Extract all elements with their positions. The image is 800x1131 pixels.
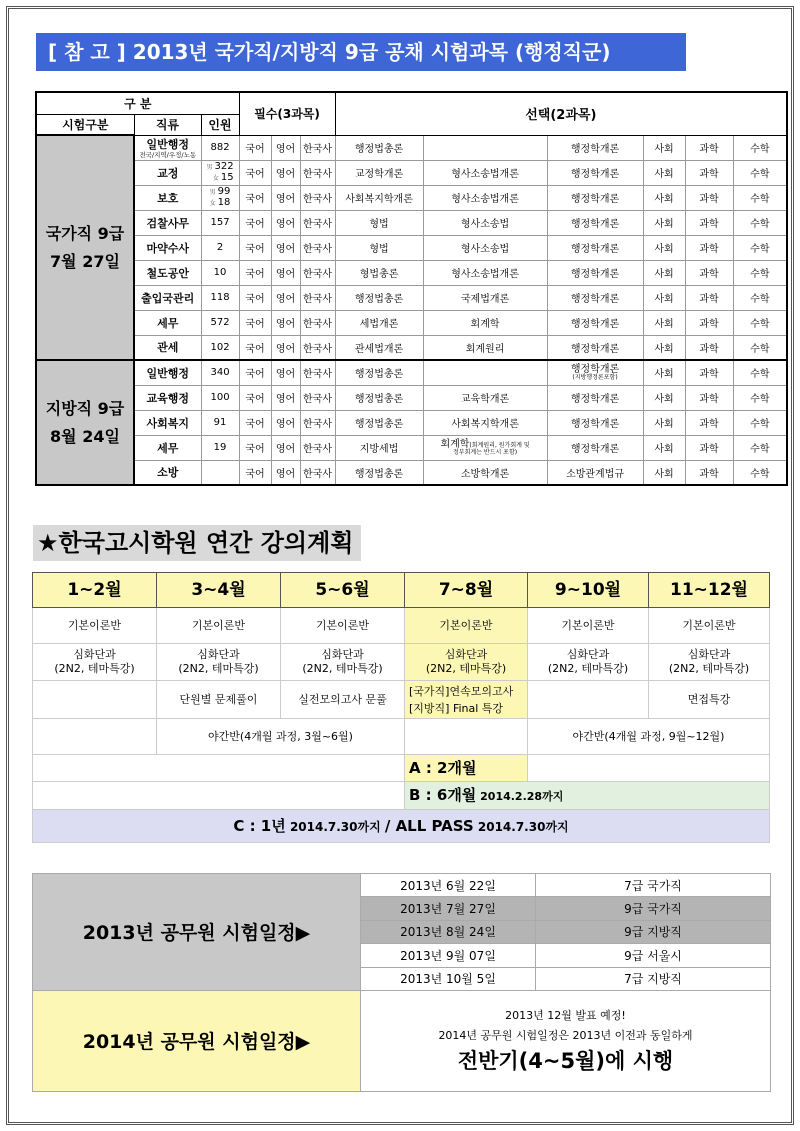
req-english: 영어 xyxy=(271,310,300,335)
elective-math: 수학 xyxy=(733,185,787,210)
elective-admin: 행정학개론 xyxy=(547,335,643,360)
table-row xyxy=(36,235,787,260)
course-basic: 기본이론반 xyxy=(281,608,405,644)
course-basic: 기본이론반 xyxy=(33,608,157,644)
course-deep xyxy=(528,644,649,681)
table-row xyxy=(36,385,787,410)
elective-science: 과학 xyxy=(685,260,733,285)
course-mock-exam: 실전모의고사 문풀 xyxy=(281,681,405,719)
req-korean: 국어 xyxy=(239,235,271,260)
elective-admin: 행정학개론 xyxy=(547,260,643,285)
req-english: 영어 xyxy=(271,410,300,435)
count-male: 99 xyxy=(217,185,231,197)
elective-admin-note: (지방행정론포함) xyxy=(572,373,618,381)
elective-admin: 행정학개론 xyxy=(547,310,643,335)
month-header: 5~6월 xyxy=(281,573,405,608)
count-cell: 572 xyxy=(201,310,239,335)
course-night-fall: 야간반(4개월 과정, 9월~12월) xyxy=(528,719,770,755)
elective-2: 형사소송법 xyxy=(423,210,547,235)
count-cell xyxy=(201,160,239,185)
elective-science: 과학 xyxy=(685,410,733,435)
count-cell: 157 xyxy=(201,210,239,235)
page-title: [ 참 고 ] 2013년 국가직/지방직 9급 공채 시험과목 (행정직군) xyxy=(36,33,686,71)
count-cell: 882 xyxy=(201,135,239,160)
elective-1: 세법개론 xyxy=(335,310,423,335)
elective-admin: 행정학개론 xyxy=(547,285,643,310)
schedule-exam: 7급 지방직 xyxy=(536,967,771,990)
elective-society: 사회 xyxy=(643,435,685,460)
plan-section-title: ★한국고시학원 연간 강의계획 xyxy=(33,525,361,561)
series-cell: 철도공안 xyxy=(134,260,201,285)
course-deep-label: 심화단과 xyxy=(566,648,610,661)
elective-science: 과학 xyxy=(685,185,733,210)
elective-math: 수학 xyxy=(733,360,787,385)
elective-1: 사회복지학개론 xyxy=(335,185,423,210)
empty-cell xyxy=(33,719,157,755)
elective-math: 수학 xyxy=(733,285,787,310)
elective-admin: 행정학개론 xyxy=(547,160,643,185)
course-deep-label: 심화단과 xyxy=(73,648,116,661)
package-c xyxy=(33,810,770,843)
female-label: 女 xyxy=(209,199,216,207)
req-history: 한국사 xyxy=(300,335,335,360)
req-korean: 국어 xyxy=(239,285,271,310)
table-row xyxy=(36,210,787,235)
course-national-mock: [국가직]연속모의고사 xyxy=(409,684,514,698)
empty-cell xyxy=(33,755,405,782)
elective-society: 사회 xyxy=(643,360,685,385)
elective-2: 소방학개론 xyxy=(423,460,547,485)
course-deep-label: 심화단과 xyxy=(687,648,731,661)
month-header: 9~10월 xyxy=(528,573,649,608)
series-cell: 교정 xyxy=(134,160,201,185)
req-english: 영어 xyxy=(271,260,300,285)
elective-math: 수학 xyxy=(733,335,787,360)
header-count: 인원 xyxy=(201,114,239,135)
req-korean: 국어 xyxy=(239,260,271,285)
elective-admin: 행정학개론 xyxy=(547,385,643,410)
package-c-until2: 2014.7.30까지 xyxy=(477,819,569,834)
table-row xyxy=(36,335,787,360)
elective-1: 행정법총론 xyxy=(335,360,423,385)
table-row xyxy=(36,135,787,160)
elective-2: 형사소송법개론 xyxy=(423,260,547,285)
count-male: 322 xyxy=(214,160,234,172)
male-label: 男 xyxy=(209,188,216,196)
schedule-date: 2013년 10월 5일 xyxy=(361,967,536,990)
elective-science: 과학 xyxy=(685,360,733,385)
req-english: 영어 xyxy=(271,235,300,260)
notice-line-2: 2014년 공무원 시험일정은 2013년 이전과 동일하게 xyxy=(438,1028,693,1042)
elective-2: 형사소송법개론 xyxy=(423,185,547,210)
count-cell: 340 xyxy=(201,360,239,385)
elective-society: 사회 xyxy=(643,285,685,310)
schedule-exam: 9급 지방직 xyxy=(536,920,771,943)
series-cell: 검찰사무 xyxy=(134,210,201,235)
course-deep xyxy=(33,644,157,681)
req-korean: 국어 xyxy=(239,135,271,160)
req-english: 영어 xyxy=(271,160,300,185)
course-interview: 면접특강 xyxy=(649,681,770,719)
schedule-exam: 7급 국가직 xyxy=(536,874,771,897)
elective-society: 사회 xyxy=(643,410,685,435)
month-header: 7~8월 xyxy=(405,573,528,608)
req-english: 영어 xyxy=(271,210,300,235)
course-deep xyxy=(157,644,281,681)
table-row xyxy=(36,460,787,485)
notice-line-3: 전반기(4~5월)에 시행 xyxy=(457,1048,674,1073)
course-deep xyxy=(405,644,528,681)
req-english: 영어 xyxy=(271,135,300,160)
series-sub: 전국/지역/우정/노동 xyxy=(139,151,197,159)
elective-society: 사회 xyxy=(643,160,685,185)
schedule-date: 2013년 9월 07일 xyxy=(361,944,536,967)
elective-society: 사회 xyxy=(643,235,685,260)
elective-math: 수학 xyxy=(733,260,787,285)
elective-2 xyxy=(423,135,547,160)
schedule-2014-notice xyxy=(361,990,771,1091)
req-korean: 국어 xyxy=(239,310,271,335)
elective-admin xyxy=(547,360,643,385)
req-korean: 국어 xyxy=(239,385,271,410)
req-history: 한국사 xyxy=(300,235,335,260)
elective-2: 형사소송법 xyxy=(423,235,547,260)
female-label: 女 xyxy=(212,174,219,182)
schedule-exam: 9급 국가직 xyxy=(536,897,771,920)
course-basic: 기본이론반 xyxy=(157,608,281,644)
req-history: 한국사 xyxy=(300,360,335,385)
elective-science: 과학 xyxy=(685,135,733,160)
exam-schedule-table xyxy=(32,873,771,1092)
course-basic: 기본이론반 xyxy=(528,608,649,644)
schedule-2014-label: 2014년 공무원 시험일정▶ xyxy=(33,990,361,1091)
schedule-date: 2013년 7월 27일 xyxy=(361,897,536,920)
elective-math: 수학 xyxy=(733,210,787,235)
series-cell: 교육행정 xyxy=(134,385,201,410)
elective-society: 사회 xyxy=(643,335,685,360)
elective-society: 사회 xyxy=(643,385,685,410)
elective-1: 형법 xyxy=(335,235,423,260)
req-history: 한국사 xyxy=(300,260,335,285)
elective-science: 과학 xyxy=(685,210,733,235)
schedule-exam: 9급 서울시 xyxy=(536,944,771,967)
table-row xyxy=(36,435,787,460)
series-cell: 세무 xyxy=(134,310,201,335)
elective-math: 수학 xyxy=(733,135,787,160)
header-type: 시험구분 xyxy=(36,114,134,135)
elective-math: 수학 xyxy=(733,385,787,410)
req-korean: 국어 xyxy=(239,160,271,185)
schedule-date: 2013년 8월 24일 xyxy=(361,920,536,943)
series-cell: 일반행정 xyxy=(134,360,201,385)
req-history: 한국사 xyxy=(300,460,335,485)
table-row xyxy=(36,185,787,210)
elective-1: 교정학개론 xyxy=(335,160,423,185)
group-national-name: 국가직 9급 xyxy=(45,223,125,243)
course-deep-sub: (2N2, 테마특강) xyxy=(178,662,259,675)
table-row xyxy=(36,160,787,185)
req-korean: 국어 xyxy=(239,435,271,460)
elective-science: 과학 xyxy=(685,160,733,185)
elective-2-note1: (회계원리, 원가회계 및 xyxy=(469,441,530,449)
elective-science: 과학 xyxy=(685,310,733,335)
count-cell: 19 xyxy=(201,435,239,460)
course-deep-label: 심화단과 xyxy=(197,648,240,661)
header-elective: 선택(2과목) xyxy=(335,92,787,135)
elective-2: 국제법개론 xyxy=(423,285,547,310)
req-korean: 국어 xyxy=(239,460,271,485)
empty-cell xyxy=(33,782,405,810)
course-deep-sub: (2N2, 테마특강) xyxy=(547,662,629,675)
group-national xyxy=(36,135,134,360)
series-cell: 사회복지 xyxy=(134,410,201,435)
elective-1: 관세법개론 xyxy=(335,335,423,360)
group-local-date: 8월 24일 xyxy=(50,426,120,446)
elective-1: 행정법총론 xyxy=(335,135,423,160)
elective-1: 형법총론 xyxy=(335,260,423,285)
req-korean: 국어 xyxy=(239,335,271,360)
header-gubun: 구 분 xyxy=(36,92,239,114)
lecture-plan-table xyxy=(32,572,770,843)
series-cell: 소방 xyxy=(134,460,201,485)
count-cell: 91 xyxy=(201,410,239,435)
elective-admin: 행정학개론 xyxy=(547,435,643,460)
elective-math: 수학 xyxy=(733,235,787,260)
elective-1: 행정법총론 xyxy=(335,410,423,435)
course-deep-sub: (2N2, 테마특강) xyxy=(54,662,135,675)
count-cell: 102 xyxy=(201,335,239,360)
elective-society: 사회 xyxy=(643,260,685,285)
elective-2 xyxy=(423,435,547,460)
elective-2: 회계원리 xyxy=(423,335,547,360)
male-label: 男 xyxy=(206,163,213,171)
elective-society: 사회 xyxy=(643,310,685,335)
series-cell: 마약수사 xyxy=(134,235,201,260)
exam-subject-table xyxy=(35,91,788,486)
group-national-date: 7월 27일 xyxy=(50,251,120,271)
req-english: 영어 xyxy=(271,435,300,460)
course-deep-sub: (2N2, 테마특강) xyxy=(302,662,383,675)
req-english: 영어 xyxy=(271,460,300,485)
count-cell: 118 xyxy=(201,285,239,310)
elective-science: 과학 xyxy=(685,385,733,410)
elective-science: 과학 xyxy=(685,435,733,460)
table-row xyxy=(36,310,787,335)
empty-cell xyxy=(405,719,528,755)
course-final-mock xyxy=(405,681,528,719)
req-history: 한국사 xyxy=(300,410,335,435)
month-header: 1~2월 xyxy=(33,573,157,608)
elective-admin-label: 행정학개론 xyxy=(570,363,620,375)
course-deep-sub: (2N2, 테마특강) xyxy=(425,662,507,675)
elective-admin: 행정학개론 xyxy=(547,235,643,260)
req-korean: 국어 xyxy=(239,410,271,435)
req-korean: 국어 xyxy=(239,185,271,210)
empty-cell xyxy=(33,681,157,719)
req-history: 한국사 xyxy=(300,160,335,185)
req-history: 한국사 xyxy=(300,210,335,235)
table-row xyxy=(36,260,787,285)
elective-admin: 행정학개론 xyxy=(547,185,643,210)
elective-math: 수학 xyxy=(733,435,787,460)
req-history: 한국사 xyxy=(300,185,335,210)
course-deep xyxy=(649,644,770,681)
count-cell: 100 xyxy=(201,385,239,410)
elective-2-note2: 정부회계는 반드시 포함) xyxy=(452,448,518,456)
package-b xyxy=(405,782,770,810)
req-history: 한국사 xyxy=(300,310,335,335)
month-header: 11~12월 xyxy=(649,573,770,608)
elective-2: 사회복지학개론 xyxy=(423,410,547,435)
series-cell: 출입국관리 xyxy=(134,285,201,310)
elective-society: 사회 xyxy=(643,135,685,160)
elective-math: 수학 xyxy=(733,410,787,435)
elective-admin: 행정학개론 xyxy=(547,135,643,160)
series-cell: 보호 xyxy=(134,185,201,210)
elective-admin: 행정학개론 xyxy=(547,410,643,435)
req-history: 한국사 xyxy=(300,285,335,310)
count-female: 15 xyxy=(220,171,234,183)
series-cell xyxy=(134,135,201,160)
count-cell: 10 xyxy=(201,260,239,285)
header-series: 직류 xyxy=(134,114,201,135)
elective-admin: 행정학개론 xyxy=(547,210,643,235)
elective-1: 지방세법 xyxy=(335,435,423,460)
series-cell: 세무 xyxy=(134,435,201,460)
package-c-until: 2014.7.30까지 xyxy=(289,819,381,834)
req-english: 영어 xyxy=(271,385,300,410)
course-deep-label: 심화단과 xyxy=(444,648,488,661)
group-local-name: 지방직 9급 xyxy=(45,398,125,418)
elective-2: 형사소송법개론 xyxy=(423,160,547,185)
package-c-allpass: / ALL PASS xyxy=(384,816,474,835)
package-b-label: B : 6개월 xyxy=(409,785,477,804)
group-local xyxy=(36,360,134,485)
elective-1: 행정법총론 xyxy=(335,385,423,410)
course-basic: 기본이론반 xyxy=(405,608,528,644)
req-history: 한국사 xyxy=(300,385,335,410)
elective-science: 과학 xyxy=(685,335,733,360)
count-cell xyxy=(201,185,239,210)
elective-society: 사회 xyxy=(643,460,685,485)
course-deep-label: 심화단과 xyxy=(321,648,364,661)
elective-3: 소방관계법규 xyxy=(547,460,643,485)
elective-2-label: 회계학 xyxy=(440,438,470,450)
req-english: 영어 xyxy=(271,185,300,210)
table-row xyxy=(36,410,787,435)
schedule-2013-label: 2013년 공무원 시험일정▶ xyxy=(33,874,361,991)
req-history: 한국사 xyxy=(300,435,335,460)
elective-math: 수학 xyxy=(733,460,787,485)
schedule-date: 2013년 6월 22일 xyxy=(361,874,536,897)
course-unit-drill: 단원별 문제풀이 xyxy=(157,681,281,719)
table-row xyxy=(36,285,787,310)
empty-cell xyxy=(528,755,770,782)
req-history: 한국사 xyxy=(300,135,335,160)
count-cell: 2 xyxy=(201,235,239,260)
course-local-final: [지방직] Final 특강 xyxy=(409,701,504,715)
package-b-until: 2014.2.28까지 xyxy=(480,789,564,803)
req-korean: 국어 xyxy=(239,360,271,385)
elective-math: 수학 xyxy=(733,160,787,185)
elective-society: 사회 xyxy=(643,210,685,235)
elective-science: 과학 xyxy=(685,285,733,310)
req-korean: 국어 xyxy=(239,210,271,235)
count-cell xyxy=(201,460,239,485)
elective-2: 회계학 xyxy=(423,310,547,335)
package-a: A : 2개월 xyxy=(405,755,528,782)
elective-math: 수학 xyxy=(733,310,787,335)
empty-cell xyxy=(528,681,649,719)
package-c-label: C : 1년 xyxy=(233,816,286,835)
course-basic: 기본이론반 xyxy=(649,608,770,644)
req-english: 영어 xyxy=(271,285,300,310)
elective-science: 과학 xyxy=(685,460,733,485)
series-cell: 관세 xyxy=(134,335,201,360)
course-deep-sub: (2N2, 테마특강) xyxy=(668,662,750,675)
req-english: 영어 xyxy=(271,360,300,385)
count-female: 18 xyxy=(217,196,231,208)
notice-line-1: 2013년 12월 발표 예정! xyxy=(505,1008,626,1022)
elective-science: 과학 xyxy=(685,235,733,260)
elective-2 xyxy=(423,360,547,385)
elective-society: 사회 xyxy=(643,185,685,210)
header-required: 필수(3과목) xyxy=(239,92,335,135)
elective-1: 형법 xyxy=(335,210,423,235)
course-night-spring: 야간반(4개월 과정, 3월~6월) xyxy=(157,719,405,755)
table-row xyxy=(36,360,787,385)
series-label: 일반행정 xyxy=(146,138,189,151)
course-deep xyxy=(281,644,405,681)
elective-2: 교육학개론 xyxy=(423,385,547,410)
elective-1: 행정법총론 xyxy=(335,285,423,310)
elective-1: 행정법총론 xyxy=(335,460,423,485)
req-english: 영어 xyxy=(271,335,300,360)
month-header: 3~4월 xyxy=(157,573,281,608)
